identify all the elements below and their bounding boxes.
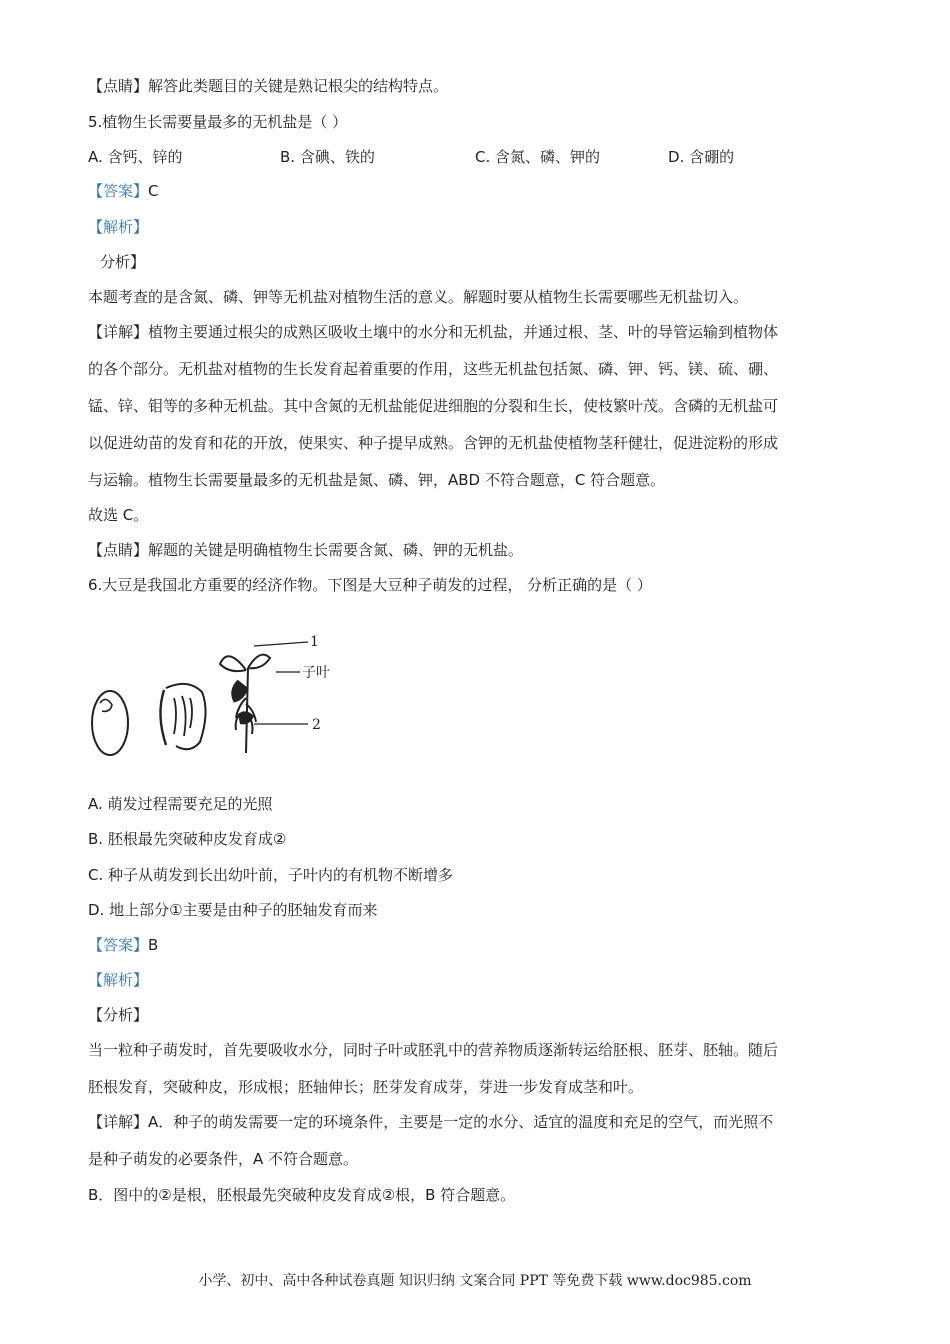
q5-dianjing: 【点睛】解题的关键是明确植物生长需要含氮、磷、钾的无机盐。 bbox=[88, 541, 524, 559]
seed-stage-1 bbox=[92, 691, 128, 755]
q6-xiangjie-2: 是种子萌发的必要条件，A 不符合题意。 bbox=[88, 1150, 359, 1168]
q6-xiangjie-1: 【详解】A．种子的萌发需要一定的环境条件，主要是一定的水分、适宜的温度和充足的空气，而光照不 bbox=[88, 1113, 774, 1131]
q5-xiangjie-5: 与运输。植物生长需要量最多的无机盐是氮、磷、钾，ABD 不符合题意，C 符合题意。 bbox=[88, 471, 666, 489]
q5-stem: 5.植物生长需要量最多的无机盐是（ ） bbox=[88, 113, 348, 131]
q6-option-c: C. 种子从萌发到长出幼叶前，子叶内的有机物不断增多 bbox=[88, 866, 454, 884]
label-cotyledon: 子叶 bbox=[302, 665, 330, 681]
answer-value: C bbox=[148, 182, 159, 200]
seed-germination-figure bbox=[88, 628, 368, 763]
q5-option-b: B. 含碘、铁的 bbox=[280, 148, 375, 166]
q6-option-d: D. 地上部分①主要是由种子的胚轴发育而来 bbox=[88, 901, 378, 919]
q6-fenxi-text-2: 胚根发育，突破种皮，形成根；胚轴伸长；胚芽发育成芽，芽进一步发育成茎和叶。 bbox=[88, 1078, 644, 1096]
answer-tag: 【答案】 bbox=[88, 936, 149, 954]
dianjing-prev: 【点睛】解答此类题目的关键是熟记根尖的结构特点。 bbox=[88, 77, 449, 95]
q5-xiangjie-4: 以促进幼苗的发育和花的开放，使果实、种子提早成熟。含钾的无机盐使植物茎秆健壮，促进淀粉的形成 bbox=[88, 434, 779, 452]
q5-answer bbox=[88, 181, 159, 201]
page-footer: 小学、初中、高中各种试卷真题 知识归纳 文案合同 PPT 等免费下载 www.doc985.com bbox=[198, 1273, 752, 1289]
q6-option-b: B. 胚根最先突破种皮发育成② bbox=[88, 830, 287, 848]
q6-option-a: A. 萌发过程需要充足的光照 bbox=[88, 795, 273, 813]
q5-xiangjie-3: 锰、锌、钼等的多种无机盐。其中含氮的无机盐能促进细胞的分裂和生长，使枝繁叶茂。含磷的无机盐可 bbox=[88, 397, 779, 415]
q6-xiangjie-3: B．图中的②是根，胚根最先突破种皮发育成②根，B 符合题意。 bbox=[88, 1186, 516, 1204]
q5-option-d: D. 含硼的 bbox=[668, 148, 735, 166]
q5-option-a: A. 含钙、锌的 bbox=[88, 148, 183, 166]
answer-value: B bbox=[148, 936, 159, 954]
q6-jiexi: 【解析】 bbox=[88, 971, 149, 989]
seed-germination-drawing bbox=[88, 628, 368, 763]
q6-fenxi: 【分析】 bbox=[88, 1006, 149, 1024]
q6-fenxi-text-1: 当一粒种子萌发时，首先要吸收水分，同时子叶或胚乳中的营养物质逐渐转运给胚根、胚芽、胚轴。随后 bbox=[88, 1041, 779, 1059]
answer-tag: 【答案】 bbox=[88, 182, 149, 200]
q5-fenxi: 分析】 bbox=[100, 253, 146, 271]
seedling-stage-3 bbox=[220, 655, 270, 753]
q5-jiexi: 【解析】 bbox=[88, 218, 149, 236]
q5-fenxi-text: 本题考查的是含氮、磷、钾等无机盐对植物生活的意义。解题时要从植物生长需要哪些无机盐切入。 bbox=[88, 288, 749, 306]
q6-stem: 6.大豆是我国北方重要的经济作物。下图是大豆种子萌发的过程， 分析正确的是（ ） bbox=[88, 576, 652, 594]
q5-option-c: C. 含氮、磷、钾的 bbox=[475, 148, 601, 166]
label-1: 1 bbox=[310, 634, 319, 650]
q5-xiangjie-1: 【详解】植物主要通过根尖的成熟区吸收土壤中的水分和无机盐，并通过根、茎、叶的导管运输到植物体 bbox=[88, 323, 779, 341]
q5-guxuan: 故选 C。 bbox=[88, 506, 149, 524]
q5-xiangjie-2: 的各个部分。无机盐对植物的生长发育起着重要的作用，这些无机盐包括氮、磷、钾、钙、镁、硫、硼、 bbox=[88, 360, 779, 378]
q6-answer bbox=[88, 935, 158, 955]
label-2: 2 bbox=[312, 717, 321, 733]
